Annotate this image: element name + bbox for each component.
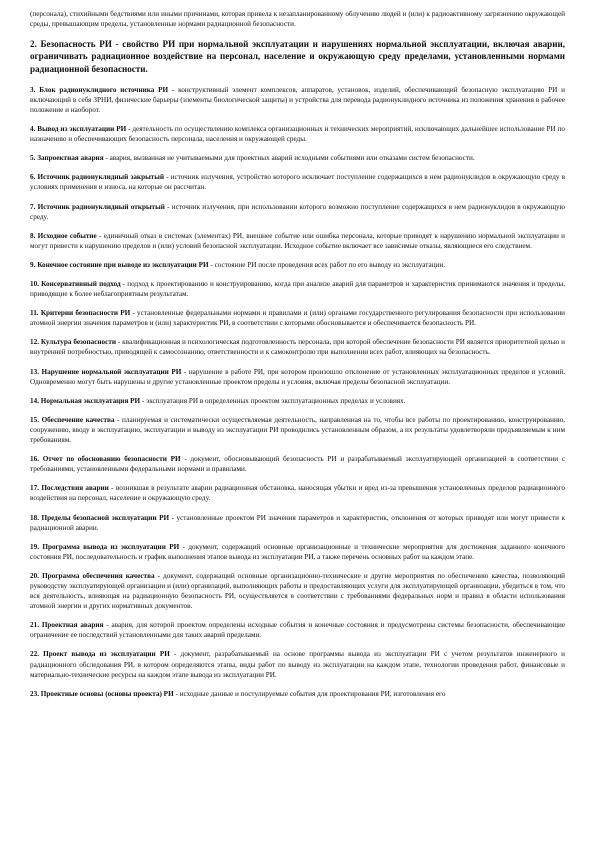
paragraph-1-text: (персонала), стихийными бедствиями или иными причинами, которая привела к незапланированному облучению людей и (или) к радиоактивному загрязнению окружающей среды, превышающим пределы, установленные нормами радиационной безопасности. [30, 10, 565, 29]
paragraph-19-term: Программа вывода из эксплуатации РИ [42, 542, 180, 551]
paragraph-19 [30, 542, 565, 562]
paragraph-4-term: Вывод из эксплуатации РИ [37, 125, 127, 134]
paragraph-11 [30, 308, 565, 328]
paragraph-12-term: Культура безопасности [40, 338, 117, 347]
paragraph-19-text: - документ, содержащий основные организационные и технические мероприятия для достижения заданного конечного состояния РИ, последовательность и график выполнения этапов вывода из эксплуатации РИ, а также перечень основных работ на каждом этапе. [30, 542, 566, 561]
paragraph-7-text: - источник излучения, при использовании которого возможно поступление содержащихся в нем радионуклидов в окружающую среду. [30, 202, 565, 221]
paragraph-12-num: 12. [30, 338, 39, 347]
paragraph-4-text: - деятельность по осуществлению комплекса организационных и технических мероприятий, исключающих дальнейшее использование РИ по назначению и обеспечивающих безопасность персонала, населения и окружающей среды. [30, 125, 566, 144]
paragraph-8-term: Исходное событие [37, 231, 97, 240]
paragraph-16 [30, 454, 565, 474]
paragraph-6-term: Источник радионуклидный закрытый [37, 173, 164, 182]
paragraph-22-text: - документ, разрабатываемый на основе программы вывода из эксплуатации РИ с учетом результатов инженерного и радиационного обследования РИ, в котором определяются этапы, виды работ по выводу из эксплуатации на каждом этапе, технологии проведения работ, финансовые и материально-технические ресурсы на каждом этапе вывода из эксплуатации РИ. [30, 650, 565, 679]
paragraph-2-text: - свойство РИ при нормальной эксплуатации и нарушениях нормальной эксплуатации, включая аварии, ограничивать радиационное воздействие на персонал, население и окружающую среду пределами, установленными нормами радиационной безопасности. [30, 39, 565, 74]
paragraph-10-num: 10. [30, 280, 39, 289]
paragraph-17-term: Последствия аварии [41, 484, 109, 493]
paragraph-20-text: - документ, содержащий основные организационно-технические и другие мероприятия по обеспечению качества, позволяющий руководству эксплуатирующей организации и (или) организаций, выполняющих работы и предоставляющих услуги для эксплуатирующей организации, убедиться в том, что вся деятельность, влияющая на радиационную безопасность РИ, осуществляется в соответствии с требованиями федеральных норм и правил в области использования атомной энергии и других нормативных документов. [30, 571, 566, 611]
paragraph-10-term: Консервативный подход [41, 280, 121, 289]
paragraph-16-text: - документ, обосновывающий безопасность РИ и разрабатываемый эксплуатирующей организацией в соответствии с требованиями, установленными федеральными нормами и правилами. [30, 455, 566, 474]
paragraph-5-term: Запроектная авария [37, 154, 104, 163]
paragraph-7-num: 7. [30, 202, 36, 211]
paragraph-23-num: 23. [30, 689, 39, 698]
paragraph-17-num: 17. [30, 484, 39, 493]
paragraph-12-text: - квалификационная и психологическая подготовленность персонала, при которой обеспечение безопасности РИ является приоритетной целью и внутренней потребностью, приводящей к самосознанию, ответственности и к самоконтролю при выполнении всех работ, влияющих на безопасность. [30, 338, 566, 357]
paragraph-20-num: 20. [30, 571, 39, 580]
paragraph-2-term: Безопасность РИ [40, 39, 112, 50]
paragraph-2-num: 2. [30, 39, 37, 50]
paragraph-16-term: Отчет по обоснованию безопасности РИ [42, 455, 181, 464]
paragraph-13-num: 13. [30, 367, 39, 376]
paragraph-17-text: - возникшая в результате аварии радиационная обстановка, наносящая убытки и вред из-за превышения установленных пределов радиационного воздействия на персонал, население и окружающую среду. [30, 484, 566, 503]
paragraph-5-num: 5. [30, 154, 36, 163]
paragraph-5-text: - авария, вызванная не учитываемыми для проектных аварий исходными событиями или отказами систем безопасности. [105, 154, 475, 163]
paragraph-9 [30, 260, 565, 270]
paragraph-12 [30, 337, 565, 357]
paragraph-11-text: - установленные федеральными нормами и правилами и (или) органами государственного регулирования безопасности при использовании атомной энергии значения параметров и (или) характеристик РИ, в соответствии с которыми обосновывается и обеспечивается безопасность РИ. [30, 309, 566, 328]
paragraph-23-text: - исходные данные и постулируемые события для проектирования РИ, изготовления его [175, 689, 446, 698]
paragraph-1 [30, 9, 565, 29]
paragraph-16-num: 16. [30, 455, 39, 464]
paragraph-4-num: 4. [30, 125, 36, 134]
paragraph-15-term: Обеспечение качества [41, 415, 115, 424]
paragraph-9-num: 9. [30, 260, 36, 269]
paragraph-20 [30, 571, 565, 611]
paragraph-13-text: - нарушение в работе РИ, при котором произошло отклонение от установленных эксплуатационных пределов и условий. Одновременно могут быть нарушены и другие установленные проектом пределы и условия, включая пределы безопасной эксплуатации. [30, 367, 566, 386]
paragraph-9-term: Конечное состояние при выводе из эксплуатации РИ [37, 260, 209, 269]
paragraph-3 [30, 85, 565, 115]
paragraph-15-text: - планируемая и систематически осуществляемая деятельность, направленная на то, чтобы все работы по проектированию, конструированию, сооружению, вводу в эксплуатацию, эксплуатации и выводу из эксплуатации РИ проводились установленным образом, а их результаты удовлетворяли предъявляемым к ним требованиям. [30, 415, 565, 445]
paragraph-6-num: 6. [30, 173, 36, 182]
paragraph-14-num: 14. [30, 396, 39, 405]
paragraph-21 [30, 620, 565, 640]
paragraph-11-num: 11. [30, 309, 39, 318]
paragraph-13-term: Нарушение нормальной эксплуатации РИ [41, 367, 182, 376]
paragraph-3-text: - конструктивный элемент комплексов, аппаратов, установок, изделий, обеспечивающий безопасную эксплуатацию РИ и включающий в себя ЗРНИ, физические барьеры (элементы биологической защиты) и устройства для перевода радионуклидного источника из положения хранения в рабочее положение и наоборот. [30, 85, 566, 114]
paragraph-13 [30, 367, 565, 387]
paragraph-5 [30, 153, 565, 163]
paragraph-21-term: Проектная авария [41, 621, 104, 630]
paragraph-4 [30, 124, 565, 144]
paragraph-18 [30, 513, 565, 533]
paragraph-18-text: - установленные проектом РИ значения параметров и характеристик, отклонения от которых приводят или могут привести к радиационной аварии. [30, 513, 565, 532]
paragraph-3-term: Блок радионуклидного источника РИ [39, 85, 169, 94]
paragraph-11-term: Критерии безопасности РИ [40, 309, 131, 318]
paragraph-18-num: 18. [30, 513, 39, 522]
paragraph-22 [30, 649, 565, 679]
paragraph-14 [30, 396, 565, 406]
paragraph-8 [30, 231, 565, 251]
paragraph-10-text: - подход к проектированию и конструированию, когда при анализе аварий для параметров и характеристик принимаются значения и пределы, приводящие к более неблагоприятным результатам. [30, 280, 565, 299]
paragraph-3-num: 3. [30, 85, 36, 94]
paragraph-8-text: - единичный отказ в системах (элементах) РИ, внешнее событие или ошибка персонала, которые приводят к нарушению нормальной эксплуатации и могут привести к нарушению пределов и (или) условий безопасной эксплуатации. Исходное событие включает все зависимые отказы, являющиеся его следствием. [30, 231, 566, 250]
paragraph-19-num: 19. [30, 542, 39, 551]
paragraph-21-text: - авария, для которой проектом определены исходные события и конечные состояния и предусмотрены системы безопасности, обеспечивающие ограничение ее последствий установленными для таких аварий пределами. [30, 621, 566, 640]
paragraph-6-text: - источник излучения, устройство которого исключает поступление содержащихся в нем радионуклидов в окружающую среду в условиях применения и износа, на которые он рассчитан. [30, 173, 565, 192]
paragraph-14-text: - эксплуатация РИ в определенных проектом эксплуатационных пределах и условиях. [141, 396, 406, 405]
paragraph-18-term: Пределы безопасной эксплуатации РИ [41, 513, 170, 522]
paragraph-15-num: 15. [30, 415, 39, 424]
paragraph-2 [30, 38, 565, 75]
paragraph-7-term: Источник радионуклидный открытый [37, 202, 165, 211]
paragraph-20-term: Программа обеспечения качества [42, 571, 155, 580]
paragraph-22-term: Проект вывода из эксплуатации РИ [43, 650, 170, 659]
paragraph-23-term: Проектные основы (основы проекта) РИ [40, 689, 174, 698]
paragraph-15 [30, 415, 565, 445]
paragraph-6 [30, 172, 565, 192]
paragraph-23 [30, 689, 565, 699]
paragraph-17 [30, 483, 565, 503]
paragraph-8-num: 8. [30, 231, 36, 240]
paragraph-7 [30, 202, 565, 222]
paragraph-22-num: 22. [30, 650, 39, 659]
paragraph-9-text: - состояние РИ после проведения всех работ по его выводу из эксплуатации. [210, 260, 446, 269]
paragraph-21-num: 21. [30, 621, 39, 630]
paragraph-10 [30, 279, 565, 299]
paragraph-14-term: Нормальная эксплуатация РИ [40, 396, 141, 405]
